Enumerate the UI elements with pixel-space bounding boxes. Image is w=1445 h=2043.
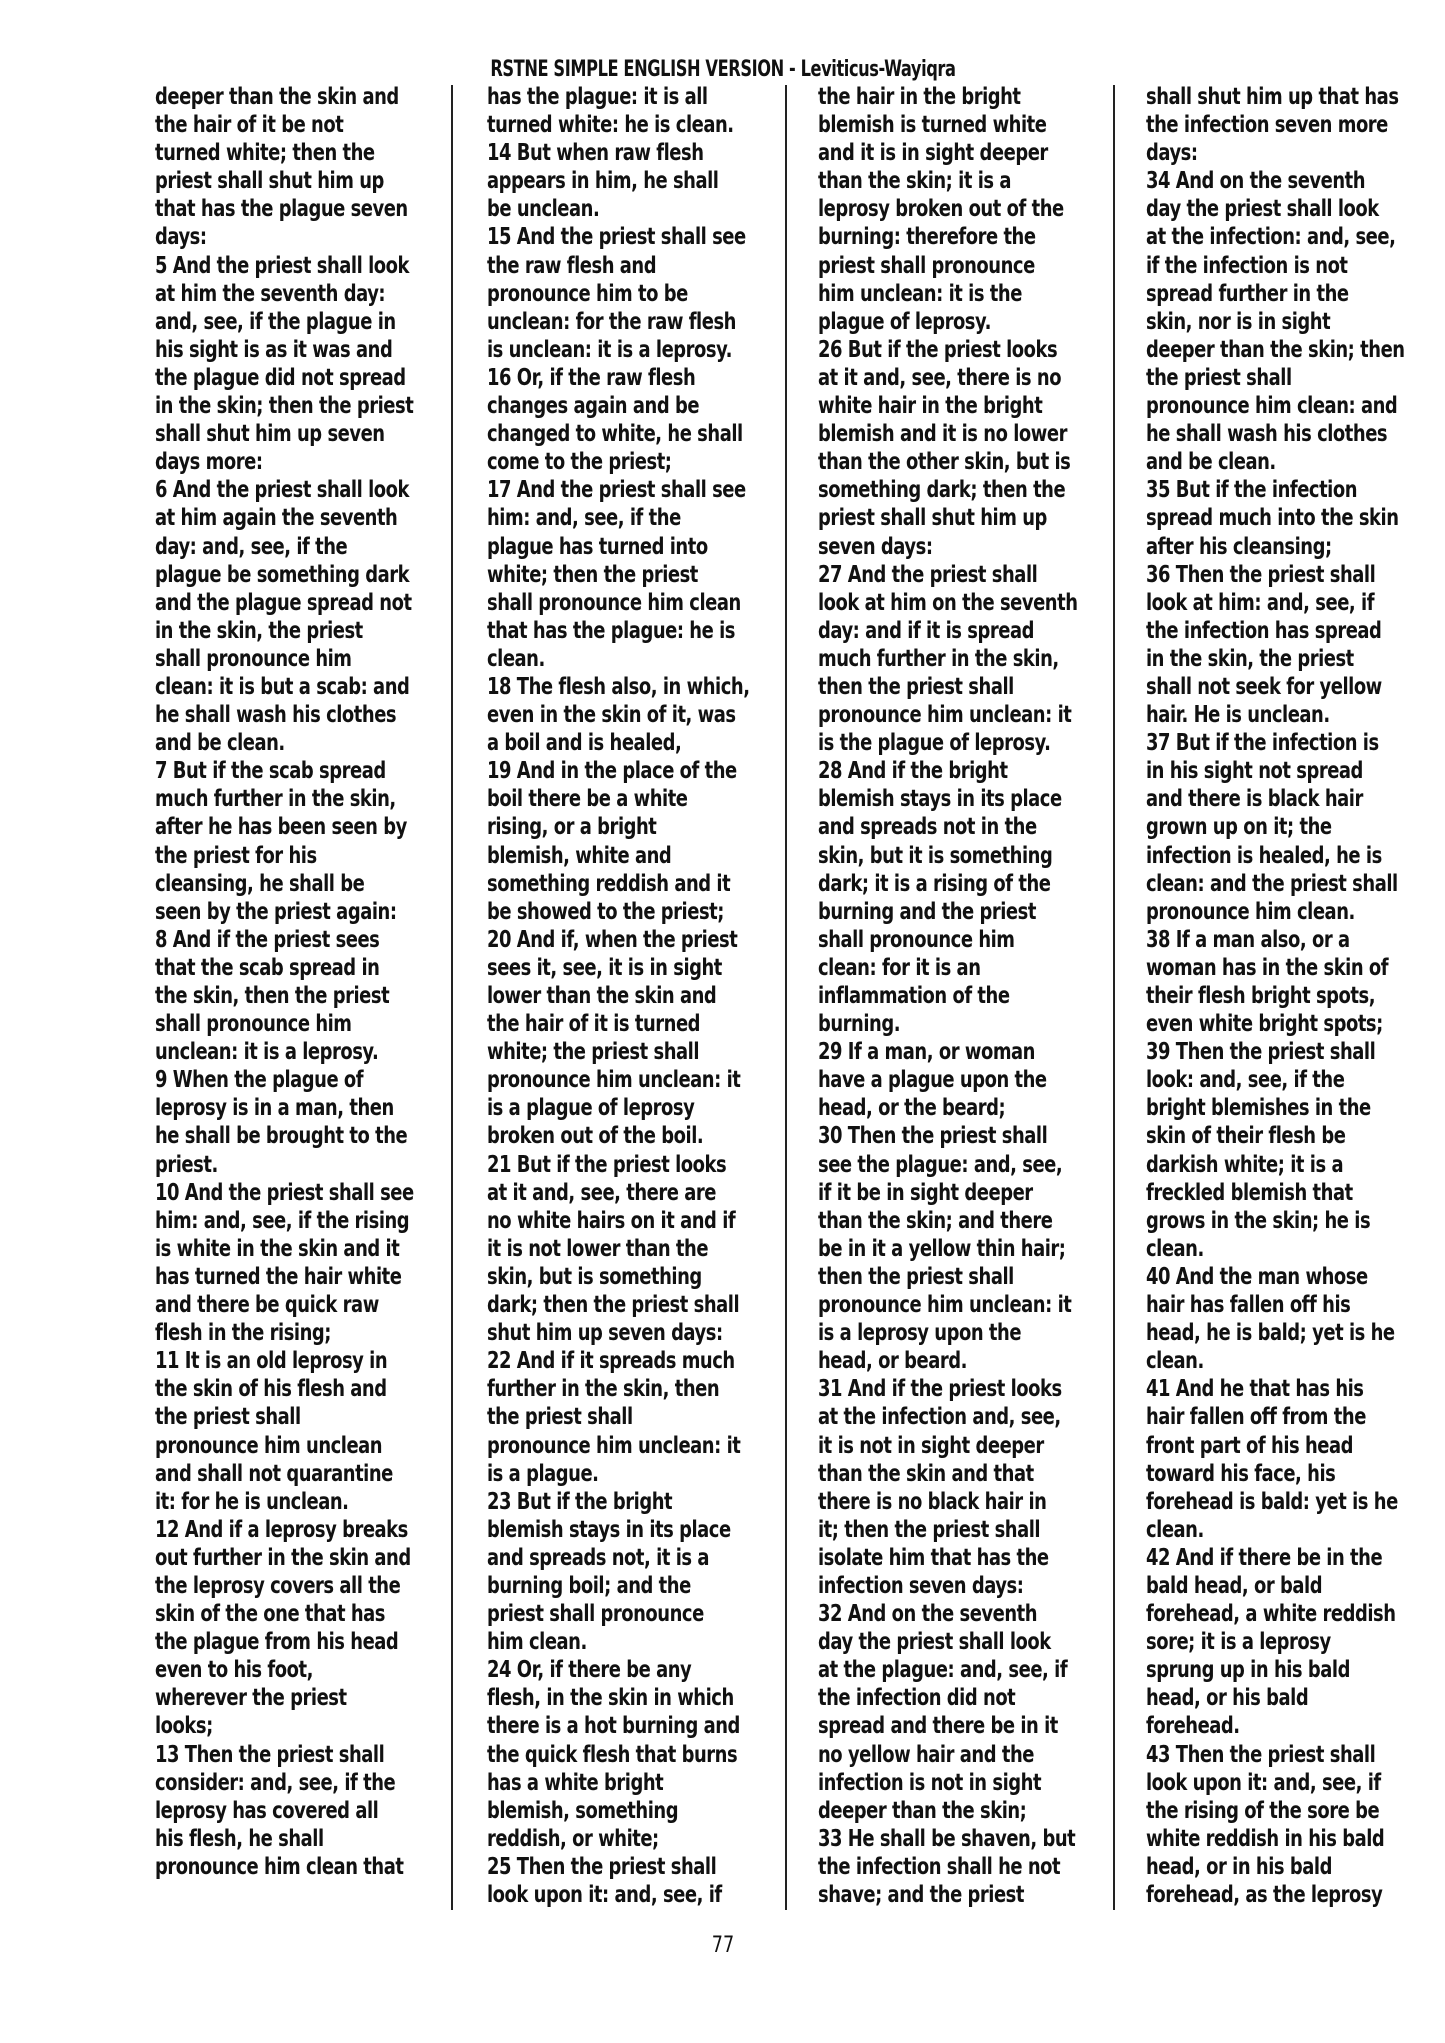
- text-line: plague of leprosy.: [818, 308, 991, 335]
- text-line: forehead, as the leprosy: [1146, 1882, 1383, 1908]
- text-line: 25 Then the priest shall: [487, 1853, 717, 1880]
- text-line: 6 And the priest shall look: [155, 477, 409, 504]
- text-line: deeper than the skin; then: [1146, 336, 1405, 363]
- text-line: 35 But if the infection: [1146, 477, 1358, 504]
- text-line: plague has turned into: [487, 533, 708, 560]
- text-line: and shall not quarantine: [155, 1460, 393, 1487]
- text-line: and it is in sight deeper: [818, 140, 1048, 167]
- text-line: the infection has spread: [1146, 617, 1382, 644]
- text-line: 20 And if, when the priest: [487, 926, 738, 953]
- column-divider: [1113, 85, 1115, 1910]
- text-line: white; the priest shall: [487, 1039, 700, 1066]
- text-line: be showed to the priest;: [487, 898, 724, 925]
- text-line: in the skin, the priest: [1146, 645, 1354, 672]
- text-line: 38 If a man also, or a: [1146, 926, 1350, 953]
- text-line: reddish, or white;: [487, 1825, 659, 1852]
- text-line: and the plague spread not: [155, 589, 412, 616]
- text-line: shall pronounce him: [155, 645, 352, 672]
- text-line: 8 And if the priest sees: [155, 926, 380, 953]
- text-line: the hair in the bright: [818, 84, 1021, 110]
- text-line: even to his foot,: [155, 1657, 313, 1684]
- text-line: isolate him that has the: [818, 1544, 1049, 1571]
- text-line: day: and, see, if the: [155, 533, 348, 560]
- text-line: bright blemishes in the: [1146, 1095, 1371, 1122]
- text-line: leprosy broken out of the: [818, 196, 1064, 223]
- text-line: it is not lower than the: [487, 1235, 709, 1262]
- text-line: and there is black hair: [1146, 786, 1363, 813]
- text-line: skin of the one that has: [155, 1601, 386, 1628]
- text-line: head, or the beard;: [818, 1095, 1006, 1122]
- text-line: 40 And the man whose: [1146, 1263, 1368, 1290]
- text-line: blemish stays in its place: [818, 786, 1062, 813]
- text-line: at the plague: and, see, if: [818, 1657, 1068, 1684]
- text-line: skin, but is something: [487, 1263, 702, 1290]
- text-line: his flesh, he shall: [155, 1825, 324, 1852]
- text-line: has a white bright: [487, 1769, 664, 1796]
- text-line: 37 But if the infection is: [1146, 730, 1379, 757]
- text-line: the priest shall: [1146, 364, 1292, 391]
- text-line: hair has fallen off his: [1146, 1292, 1351, 1319]
- text-line: the infection shall he not: [818, 1853, 1061, 1880]
- text-line: seen by the priest again:: [155, 898, 397, 925]
- text-line: him: and, see, if the: [487, 505, 681, 532]
- text-line: 22 And if it spreads much: [487, 1348, 735, 1375]
- text-line: priest shall pronounce: [818, 252, 1035, 279]
- text-line: the raw flesh and: [487, 252, 657, 279]
- text-line: 33 He shall be shaven, but: [818, 1825, 1076, 1852]
- text-line: pronounce him unclean: it: [818, 1292, 1072, 1319]
- text-line: pronounce him unclean: it: [818, 702, 1072, 729]
- text-line: in his sight not spread: [1146, 758, 1363, 785]
- text-line: 28 And if the bright: [818, 758, 1008, 785]
- text-line: look upon it: and, see, if: [487, 1882, 722, 1908]
- text-line: rising, or a bright: [487, 814, 657, 841]
- text-line: and, see, if the plague in: [155, 308, 396, 335]
- text-line: further in the skin, then: [487, 1376, 720, 1403]
- text-line: clean: and the priest shall: [1146, 870, 1398, 897]
- text-line: at it and, see, there is no: [818, 364, 1062, 391]
- text-line: days:: [155, 224, 207, 251]
- text-line: the hair of it is turned: [487, 1011, 701, 1038]
- text-line: if the infection is not: [1146, 252, 1348, 279]
- text-line: white; then the priest: [487, 561, 698, 588]
- text-line: forehead.: [1146, 1713, 1240, 1740]
- text-line: is a plague.: [487, 1460, 599, 1487]
- text-line: he shall be brought to the: [155, 1123, 408, 1150]
- text-line: dark; it is a rising of the: [818, 870, 1051, 897]
- text-line: the skin, then the priest: [155, 983, 390, 1009]
- text-line: flesh in the rising;: [155, 1320, 331, 1347]
- text-line: look upon it: and, see, if: [1146, 1769, 1381, 1796]
- text-line: than the other skin, but is: [818, 449, 1071, 476]
- text-line: 27 And the priest shall: [818, 561, 1038, 588]
- text-line: pronounce him clean that: [155, 1853, 404, 1880]
- page-number-text: 77: [711, 1933, 734, 1958]
- text-line: looks;: [155, 1713, 213, 1740]
- text-line: has turned the hair white: [155, 1263, 402, 1290]
- text-line: day the priest shall look: [1146, 196, 1379, 223]
- text-line: 21 But if the priest looks: [487, 1151, 727, 1178]
- text-line: head, or in his bald: [1146, 1853, 1332, 1880]
- text-line: clean: for it is an: [818, 954, 981, 981]
- text-line: it; then the priest shall: [818, 1516, 1041, 1543]
- text-line: even in the skin of it, was: [487, 702, 736, 729]
- text-line: and spreads not, it is a: [487, 1544, 710, 1571]
- text-line: shall shut him up that has: [1146, 84, 1399, 110]
- text-line: 15 And the priest shall see: [487, 224, 746, 251]
- text-line: priest shall pronounce: [487, 1601, 704, 1628]
- text-line: 42 And if there be in the: [1146, 1544, 1383, 1571]
- text-line: 34 And on the seventh: [1146, 168, 1366, 195]
- text-line: shall pronounce him: [155, 1011, 352, 1038]
- text-line: blemish, something: [487, 1797, 679, 1824]
- text-line: turned white: he is clean.: [487, 112, 734, 139]
- text-line: skin of their flesh be: [1146, 1123, 1346, 1150]
- text-line: 36 Then the priest shall: [1146, 561, 1376, 588]
- text-line: than the skin; and there: [818, 1207, 1053, 1234]
- text-line: that the scab spread in: [155, 954, 380, 981]
- text-line: the priest shall: [487, 1404, 633, 1431]
- text-line: clean.: [487, 645, 545, 672]
- text-line: forehead is bald: yet is he: [1146, 1488, 1398, 1515]
- text-line: out further in the skin and: [155, 1544, 411, 1571]
- text-line: infection is not in sight: [818, 1769, 1042, 1796]
- text-line: grows in the skin; he is: [1146, 1207, 1371, 1234]
- text-line: flesh, in the skin in which: [487, 1685, 734, 1712]
- text-line: come to the priest;: [487, 449, 672, 476]
- text-line: and be clean.: [1146, 449, 1276, 476]
- text-line: sees it, see, it is in sight: [487, 954, 722, 981]
- text-line: grown up on it; the: [1146, 814, 1332, 841]
- text-line: appears in him, he shall: [487, 168, 719, 195]
- text-line: head, he is bald; yet is he: [1146, 1320, 1395, 1347]
- text-line: wherever the priest: [155, 1685, 347, 1712]
- text-line: infection is healed, he is: [1146, 842, 1382, 869]
- text-line: and spreads not in the: [818, 814, 1037, 841]
- text-line: the infection seven more: [1146, 112, 1388, 139]
- text-line: he shall wash his clothes: [1146, 421, 1388, 448]
- text-line: at him the seventh day:: [155, 280, 386, 307]
- text-line: the hair of it be not: [155, 112, 344, 139]
- text-line: clean: it is but a scab: and: [155, 673, 410, 700]
- text-line: it is not in sight deeper: [818, 1432, 1044, 1459]
- text-line: days:: [1146, 140, 1198, 167]
- text-line: 18 The flesh also, in which,: [487, 673, 750, 700]
- text-line: head, or his bald: [1146, 1685, 1309, 1712]
- text-line: 23 But if the bright: [487, 1488, 673, 1515]
- text-line: deeper than the skin;: [818, 1797, 1027, 1824]
- text-line: if it be in sight deeper: [818, 1179, 1033, 1206]
- text-line: spread much into the skin: [1146, 505, 1399, 532]
- text-line: something reddish and it: [487, 870, 731, 897]
- text-line: 41 And he that has his: [1146, 1376, 1364, 1403]
- text-line: bald head, or bald: [1146, 1572, 1323, 1599]
- text-column-3: [818, 83, 1118, 1909]
- text-line: priest shall shut him up: [818, 505, 1047, 532]
- text-line: woman has in the skin of: [1146, 954, 1389, 981]
- text-line: the plague did not spread: [155, 364, 406, 391]
- text-line: be in it a yellow thin hair;: [818, 1235, 1066, 1262]
- text-line: burning.: [818, 1011, 901, 1038]
- text-line: 39 Then the priest shall: [1146, 1039, 1376, 1066]
- text-line: 9 When the plague of: [155, 1067, 364, 1094]
- text-line: after he has been seen by: [155, 814, 407, 841]
- text-line: 5 And the priest shall look: [155, 252, 409, 279]
- text-line: 19 And in the place of the: [487, 758, 737, 785]
- text-line: him unclean: it is the: [818, 280, 1022, 307]
- text-line: changed to white, he shall: [487, 421, 743, 448]
- text-line: shall pronounce him clean: [487, 589, 741, 616]
- text-line: is unclean: it is a leprosy.: [487, 336, 733, 363]
- text-line: is a plague of leprosy: [487, 1095, 695, 1122]
- text-line: white reddish in his bald: [1146, 1825, 1385, 1852]
- text-line: it: for he is unclean.: [155, 1488, 349, 1515]
- text-line: blemish is turned white: [818, 112, 1047, 139]
- column-divider: [785, 85, 787, 1910]
- text-line: look at him on the seventh: [818, 589, 1078, 616]
- text-line: 24 Or, if there be any: [487, 1657, 692, 1684]
- text-line: lower than the skin and: [487, 983, 717, 1009]
- text-line: the plague from his head: [155, 1629, 399, 1656]
- text-line: there is a hot burning and: [487, 1713, 740, 1740]
- text-line: have a plague upon the: [818, 1067, 1047, 1094]
- text-line: hair fallen off from the: [1146, 1404, 1366, 1431]
- text-line: much further in the skin,: [155, 786, 396, 813]
- text-column-1: [155, 83, 455, 1881]
- text-line: something dark; then the: [818, 477, 1066, 504]
- text-line: that has the plague seven: [155, 196, 408, 223]
- text-line: hair. He is unclean.: [1146, 702, 1330, 729]
- text-line: shave; and the priest: [818, 1882, 1025, 1908]
- text-line: is the plague of leprosy.: [818, 730, 1051, 757]
- text-line: 32 And on the seventh: [818, 1601, 1038, 1628]
- text-line: 14 But when raw flesh: [487, 140, 704, 167]
- text-line: even white bright spots;: [1146, 1011, 1383, 1038]
- text-line: the leprosy covers all the: [155, 1572, 401, 1599]
- text-line: at the infection and, see,: [818, 1404, 1061, 1431]
- text-line: 7 But if the scab spread: [155, 758, 386, 785]
- text-line: turned white; then the: [155, 140, 375, 167]
- text-line: be unclean.: [487, 196, 600, 223]
- text-line: day the priest shall look: [818, 1629, 1051, 1656]
- text-line: at it and, see, there are: [487, 1179, 716, 1206]
- text-line: in the skin; then the priest: [155, 393, 414, 420]
- text-line: freckled blemish that: [1146, 1179, 1353, 1206]
- text-line: look at him: and, see, if: [1146, 589, 1375, 616]
- text-line: 16 Or, if the raw flesh: [487, 364, 696, 391]
- text-line: no white hairs on it and if: [487, 1207, 736, 1234]
- text-line: clean.: [1146, 1235, 1204, 1262]
- text-line: that has the plague: he is: [487, 617, 735, 644]
- text-line: pronounce him clean.: [1146, 898, 1355, 925]
- text-line: toward his face, his: [1146, 1460, 1336, 1487]
- text-line: pronounce him to be: [487, 280, 688, 307]
- text-line: much further in the skin,: [818, 645, 1059, 672]
- text-line: blemish stays in its place: [487, 1516, 731, 1543]
- text-line: is a leprosy upon the: [818, 1320, 1022, 1347]
- text-line: than the skin; it is a: [818, 168, 1012, 195]
- text-line: 10 And the priest shall see: [155, 1179, 414, 1206]
- text-line: skin, but it is something: [818, 842, 1053, 869]
- text-line: the priest for his: [155, 842, 317, 869]
- text-line: then the priest shall: [818, 673, 1014, 700]
- text-line: clean.: [1146, 1516, 1204, 1543]
- text-column-4: [1146, 83, 1445, 1909]
- column-divider: [451, 85, 453, 1910]
- text-line: and be clean.: [155, 730, 285, 757]
- text-line: the infection did not: [818, 1685, 1016, 1712]
- text-line: he shall wash his clothes: [155, 702, 397, 729]
- text-line: leprosy has covered all: [155, 1797, 379, 1824]
- text-line: 30 Then the priest shall: [818, 1123, 1048, 1150]
- text-line: head, or beard.: [818, 1348, 967, 1375]
- text-column-2: [487, 83, 787, 1909]
- text-line: deeper than the skin and: [155, 84, 399, 110]
- text-line: 17 And the priest shall see: [487, 477, 746, 504]
- text-line: white hair in the bright: [818, 393, 1043, 420]
- text-line: priest.: [155, 1151, 218, 1178]
- text-line: forehead, a white reddish: [1146, 1601, 1396, 1628]
- text-line: unclean: for the raw flesh: [487, 308, 736, 335]
- text-line: pronounce him unclean: it: [487, 1432, 741, 1459]
- text-line: a boil and is healed,: [487, 730, 682, 757]
- text-line: front part of his head: [1146, 1432, 1354, 1459]
- text-line: shall shut him up seven: [155, 421, 385, 448]
- text-line: days more:: [155, 449, 263, 476]
- text-line: 31 And if the priest looks: [818, 1376, 1062, 1403]
- running-title: RSTNE SIMPLE ENGLISH VERSION - Leviticus-Wayiqra: [490, 57, 956, 82]
- text-line: is white in the skin and it: [155, 1235, 400, 1262]
- text-line: pronounce him unclean: [155, 1432, 383, 1459]
- text-line: at him again the seventh: [155, 505, 398, 532]
- text-line: burning and the priest: [818, 898, 1036, 925]
- text-line: priest shall shut him up: [155, 168, 384, 195]
- text-line: shall pronounce him: [818, 926, 1015, 953]
- text-line: sore; it is a leprosy: [1146, 1629, 1331, 1656]
- text-line: blemish, white and: [487, 842, 672, 869]
- text-line: no yellow hair and the: [818, 1741, 1034, 1768]
- text-line: cleansing, he shall be: [155, 870, 365, 897]
- text-line: dark; then the priest shall: [487, 1292, 740, 1319]
- text-line: 26 But if the priest looks: [818, 336, 1058, 363]
- text-line: burning boil; and the: [487, 1572, 691, 1599]
- text-line: 13 Then the priest shall: [155, 1741, 385, 1768]
- text-line: in the skin, the priest: [155, 617, 363, 644]
- text-line: blemish and it is no lower: [818, 421, 1067, 448]
- text-line: then the priest shall: [818, 1263, 1014, 1290]
- text-line: infection seven days:: [818, 1572, 1024, 1599]
- text-line: the skin of his flesh and: [155, 1376, 387, 1403]
- text-line: shut him up seven days:: [487, 1320, 723, 1347]
- page-number: [0, 1932, 1445, 1960]
- text-line: consider: and, see, if the: [155, 1769, 396, 1796]
- text-line: the quick flesh that burns: [487, 1741, 738, 1768]
- text-line: his sight is as it was and: [155, 336, 393, 363]
- text-line: pronounce him clean: and: [1146, 393, 1398, 420]
- text-line: look: and, see, if the: [1146, 1067, 1345, 1094]
- text-line: spread further in the: [1146, 280, 1349, 307]
- text-line: at the infection: and, see,: [1146, 224, 1396, 251]
- text-line: the rising of the sore be: [1146, 1797, 1380, 1824]
- text-line: see the plague: and, see,: [818, 1151, 1063, 1178]
- text-line: unclean: it is a leprosy.: [155, 1039, 379, 1066]
- text-line: him clean.: [487, 1629, 587, 1656]
- text-line: after his cleansing;: [1146, 533, 1332, 560]
- text-line: inflammation of the: [818, 983, 1010, 1009]
- text-line: plague be something dark: [155, 561, 410, 588]
- text-line: than the skin and that: [818, 1460, 1034, 1487]
- text-line: has the plague: it is all: [487, 84, 708, 110]
- text-line: darkish white; it is a: [1146, 1151, 1344, 1178]
- text-line: burning: therefore the: [818, 224, 1036, 251]
- text-line: and there be quick raw: [155, 1292, 379, 1319]
- text-line: him: and, see, if the rising: [155, 1207, 410, 1234]
- text-line: their flesh bright spots,: [1146, 983, 1376, 1009]
- text-line: 12 And if a leprosy breaks: [155, 1516, 408, 1543]
- text-line: shall not seek for yellow: [1146, 673, 1382, 700]
- text-line: the priest shall: [155, 1404, 301, 1431]
- text-line: 11 It is an old leprosy in: [155, 1348, 388, 1375]
- text-line: leprosy is in a man, then: [155, 1095, 394, 1122]
- text-line: 43 Then the priest shall: [1146, 1741, 1376, 1768]
- page-header: [131, 56, 1316, 84]
- text-line: changes again and be: [487, 393, 700, 420]
- text-line: sprung up in his bald: [1146, 1657, 1350, 1684]
- text-line: boil there be a white: [487, 786, 688, 813]
- text-line: clean.: [1146, 1348, 1204, 1375]
- text-line: 29 If a man, or woman: [818, 1039, 1035, 1066]
- text-line: seven days:: [818, 533, 933, 560]
- text-line: there is no black hair in: [818, 1488, 1047, 1515]
- text-line: skin, nor is in sight: [1146, 308, 1331, 335]
- text-line: day: and if it is spread: [818, 617, 1034, 644]
- text-line: spread and there be in it: [818, 1713, 1058, 1740]
- text-line: broken out of the boil.: [487, 1123, 704, 1150]
- text-line: pronounce him unclean: it: [487, 1067, 741, 1094]
